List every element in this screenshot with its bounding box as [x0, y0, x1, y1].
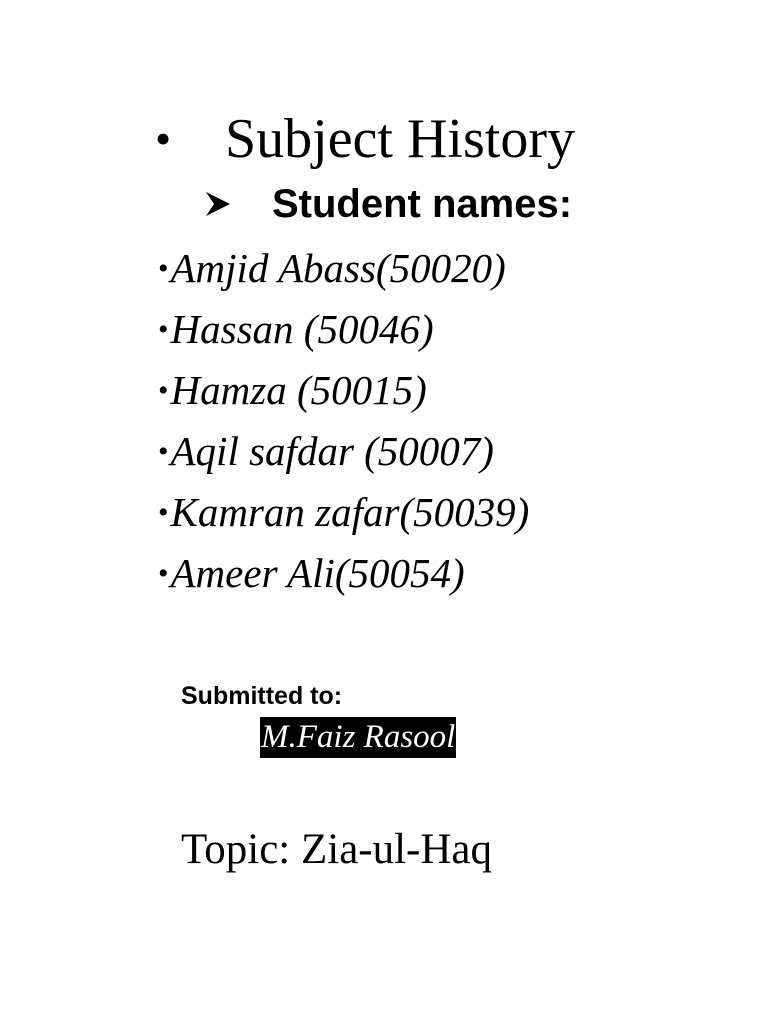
student-name: Amjid Abass(50020)	[170, 245, 506, 291]
students-heading	[205, 178, 572, 230]
list-item	[158, 360, 529, 421]
teacher-name: M.Faiz Rasool	[260, 717, 456, 758]
list-item	[158, 482, 529, 543]
subject-line	[155, 104, 575, 174]
subject-title: Subject History	[225, 108, 575, 170]
arrow-right-icon	[205, 191, 231, 217]
bullet-icon: •	[155, 113, 172, 164]
bullet-icon: •	[158, 251, 169, 285]
bullet-icon: •	[158, 312, 169, 346]
topic-line: Topic: Zia-ul-Haq	[181, 826, 493, 873]
list-item	[158, 543, 529, 604]
student-name: Hamza (50015)	[170, 367, 427, 413]
student-list	[158, 238, 529, 604]
list-item	[158, 238, 529, 299]
students-heading-text: Student names:	[272, 182, 573, 226]
student-name: Ameer Ali(50054)	[170, 550, 465, 596]
bullet-icon: •	[158, 373, 169, 407]
list-item	[158, 421, 529, 482]
student-name: Hassan (50046)	[170, 306, 434, 352]
bullet-icon: •	[158, 556, 169, 590]
submitted-to-label: Submitted to:	[181, 682, 343, 710]
student-name: Aqil safdar (50007)	[170, 428, 494, 474]
bullet-icon: •	[158, 495, 169, 529]
student-name: Kamran zafar(50039)	[170, 489, 530, 535]
bullet-icon: •	[158, 434, 169, 468]
list-item	[158, 299, 529, 360]
